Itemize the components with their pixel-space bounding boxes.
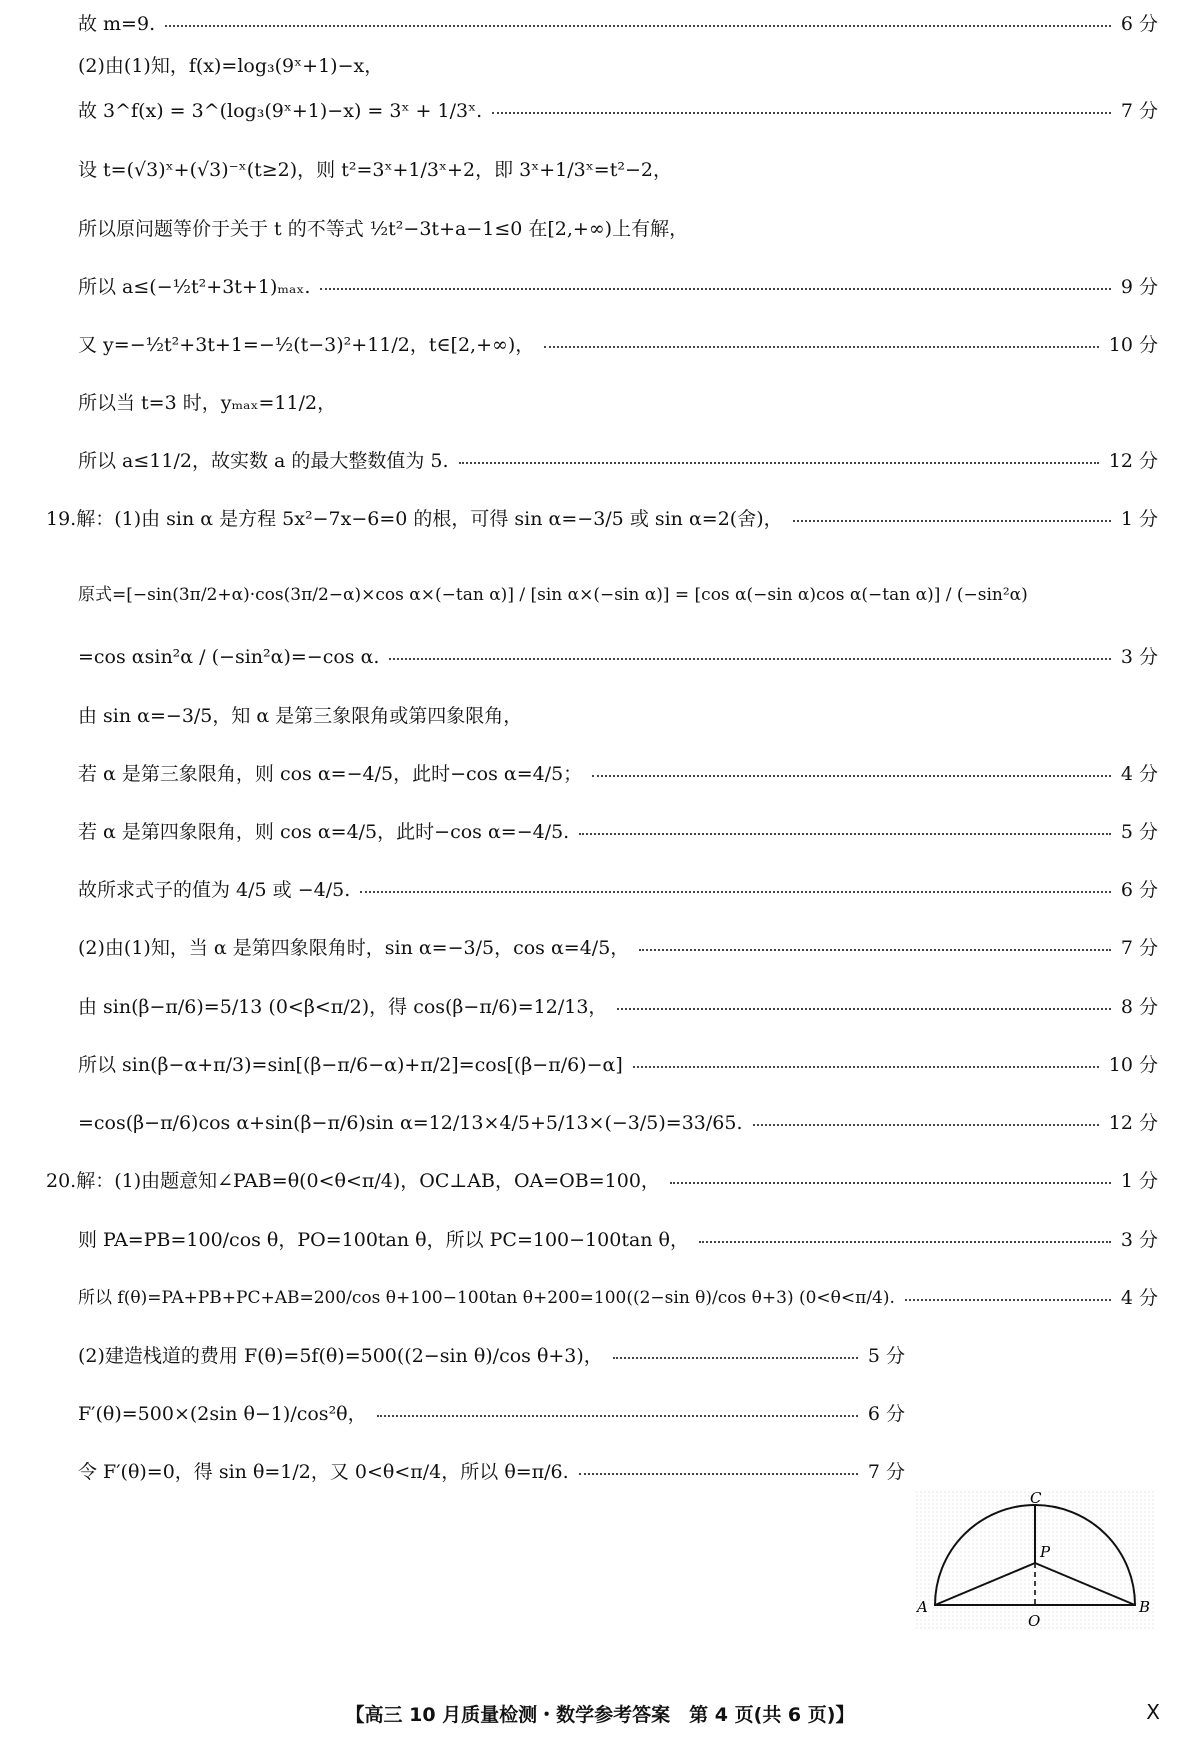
label-o: O [1028, 1612, 1041, 1630]
answer-line-9 [78, 451, 1158, 472]
score: 3 分 [1120, 1229, 1158, 1251]
line-text: 所以 a≤(−½t²+3t+1)ₘₐₓ. [78, 276, 311, 298]
score: 4 分 [1120, 763, 1158, 785]
answer-line-4 [78, 160, 1158, 181]
answer-line-24 [78, 1346, 905, 1367]
dot-leader [544, 346, 1099, 348]
answer-line-19 [78, 1055, 1158, 1076]
score: 12 分 [1108, 1112, 1158, 1134]
dot-leader [905, 1299, 1111, 1301]
line-text: =cos(β−π/6)cos α+sin(β−π/6)sin α=12/13×4/5+5/13×(−3/5)=33/65. [78, 1112, 743, 1134]
answer-line-23 [78, 1288, 1158, 1309]
line-text: 所以 a≤11/2，故实数 a 的最大整数值为 5. [78, 450, 449, 472]
answer-line-2 [78, 56, 1158, 77]
score: 7 分 [867, 1461, 905, 1483]
line-text: F′(θ)=500×(2sin θ−1)/cos²θ， [78, 1403, 367, 1425]
line-text: (2)建造栈道的费用 F(θ)=5f(θ)=500((2−sin θ)/cos θ+3)， [78, 1345, 603, 1367]
score: 6 分 [867, 1403, 905, 1425]
line-text: (2)由(1)知，f(x)=log₃(9ˣ+1)−x， [78, 55, 384, 77]
dot-leader [639, 949, 1111, 951]
answer-line-21 [46, 1171, 1158, 1192]
figure-svg [915, 1490, 1155, 1630]
answer-line-12 [78, 647, 1158, 668]
line-text: =cos αsin²α / (−sin²α)=−cos α. [78, 646, 380, 668]
line-text: 20.解：(1)由题意知∠PAB=θ(0<θ<π/4)，OC⊥AB，OA=OB=100， [46, 1170, 660, 1192]
dot-leader [617, 1008, 1110, 1010]
line-text: 原式=[−sin(3π/2+α)·cos(3π/2−α)×cos α×(−tan α)] / [sin α×(−sin α)] = [cos α(−sin α)cos α(−tan α)] / (−sin²α) [78, 585, 1028, 605]
dot-leader [753, 1124, 1099, 1126]
score: 3 分 [1120, 646, 1158, 668]
answer-line-5 [78, 219, 1158, 240]
answer-line-22 [78, 1230, 1158, 1251]
score: 7 分 [1120, 937, 1158, 959]
answer-line-8 [78, 393, 1158, 414]
answer-line-15 [78, 822, 1158, 843]
answer-line-1 [78, 14, 1158, 35]
line-text: 所以原问题等价于关于 t 的不等式 ½t²−3t+a−1≤0 在[2,+∞)上有解， [78, 218, 689, 240]
dot-leader [320, 288, 1110, 290]
dot-leader [613, 1357, 858, 1359]
label-b: B [1139, 1598, 1151, 1616]
score: 10 分 [1108, 1054, 1158, 1076]
line-text: 故所求式子的值为 4/5 或 −4/5. [78, 879, 351, 901]
dot-leader [670, 1182, 1111, 1184]
line-text: 若 α 是第三象限角，则 cos α=−4/5，此时−cos α=4/5； [78, 763, 583, 785]
score: 7 分 [1120, 100, 1158, 122]
segment-pb [1035, 1563, 1135, 1605]
line-text: 所以 sin(β−α+π/3)=sin[(β−π/6−α)+π/2]=cos[(β−π/6)−α] [78, 1054, 623, 1076]
dot-leader [492, 112, 1111, 114]
line-text: 令 F′(θ)=0，得 sin θ=1/2，又 0<θ<π/4，所以 θ=π/6. [78, 1461, 569, 1483]
score: 1 分 [1120, 508, 1158, 530]
answer-line-3 [78, 101, 1158, 122]
score: 12 分 [1108, 450, 1158, 472]
semicircle-figure [915, 1490, 1155, 1630]
line-text: 设 t=(√3)ˣ+(√3)⁻ˣ(t≥2)，则 t²=3ˣ+1/3ˣ+2，即 3ˣ+1/3ˣ=t²−2， [78, 159, 672, 181]
score: 6 分 [1120, 13, 1158, 35]
label-c: C [1030, 1490, 1042, 1507]
segment-pa [935, 1563, 1035, 1605]
answer-line-18 [78, 997, 1158, 1018]
answer-line-7 [78, 335, 1158, 356]
answer-line-11 [78, 586, 1158, 605]
dot-leader [360, 891, 1111, 893]
dot-leader [579, 1473, 858, 1475]
line-text: 故 3^f(x) = 3^(log₃(9ˣ+1)−x) = 3ˣ + 1/3ˣ. [78, 100, 483, 122]
score: 6 分 [1120, 879, 1158, 901]
footer-mark: X [1146, 1700, 1160, 1724]
dot-leader [377, 1415, 858, 1417]
line-text: 所以当 t=3 时，yₘₐₓ=11/2， [78, 392, 337, 414]
answer-line-26 [78, 1462, 905, 1483]
dot-leader [699, 1241, 1111, 1243]
score: 8 分 [1120, 996, 1158, 1018]
dot-leader [389, 658, 1110, 660]
answer-line-16 [78, 880, 1158, 901]
answer-line-25 [78, 1404, 905, 1425]
answer-line-14 [78, 764, 1158, 785]
dot-leader [592, 775, 1111, 777]
line-text: 19.解：(1)由 sin α 是方程 5x²−7x−6=0 的根，可得 sin α=−3/5 或 sin α=2(舍)， [46, 508, 783, 530]
dot-leader [165, 25, 1111, 27]
answer-line-20 [78, 1113, 1158, 1134]
score: 1 分 [1120, 1170, 1158, 1192]
line-text: 则 PA=PB=100/cos θ，PO=100tan θ，所以 PC=100−100tan θ， [78, 1229, 689, 1251]
label-a: A [917, 1598, 928, 1616]
dot-leader [579, 833, 1111, 835]
line-text: 所以 f(θ)=PA+PB+PC+AB=200/cos θ+100−100tan θ+200=100((2−sin θ)/cos θ+3) (0<θ<π/4). [78, 1288, 895, 1309]
line-text: 由 sin α=−3/5，知 α 是第三象限角或第四象限角， [78, 705, 523, 727]
score: 4 分 [1120, 1287, 1158, 1309]
page-footer: 【高三 10 月质量检测・数学参考答案 第 4 页(共 6 页)】 [345, 1704, 855, 1726]
score: 9 分 [1120, 276, 1158, 298]
score: 10 分 [1108, 334, 1158, 356]
score: 5 分 [1120, 821, 1158, 843]
score: 5 分 [867, 1345, 905, 1367]
line-text: 若 α 是第四象限角，则 cos α=4/5，此时−cos α=−4/5. [78, 821, 570, 843]
line-text: (2)由(1)知，当 α 是第四象限角时，sin α=−3/5，cos α=4/5， [78, 937, 630, 959]
dot-leader [459, 462, 1099, 464]
line-text: 由 sin(β−π/6)=5/13 (0<β<π/2)，得 cos(β−π/6)=12/13， [78, 996, 608, 1018]
line-text: 故 m=9. [78, 13, 156, 35]
dot-leader [633, 1066, 1099, 1068]
label-p: P [1040, 1543, 1051, 1561]
answer-line-17 [78, 938, 1158, 959]
answer-line-10 [46, 509, 1158, 530]
answer-line-13 [78, 706, 1158, 727]
line-text: 又 y=−½t²+3t+1=−½(t−3)²+11/2，t∈[2,+∞)， [78, 334, 535, 356]
dot-leader [793, 520, 1111, 522]
answer-line-6 [78, 277, 1158, 298]
